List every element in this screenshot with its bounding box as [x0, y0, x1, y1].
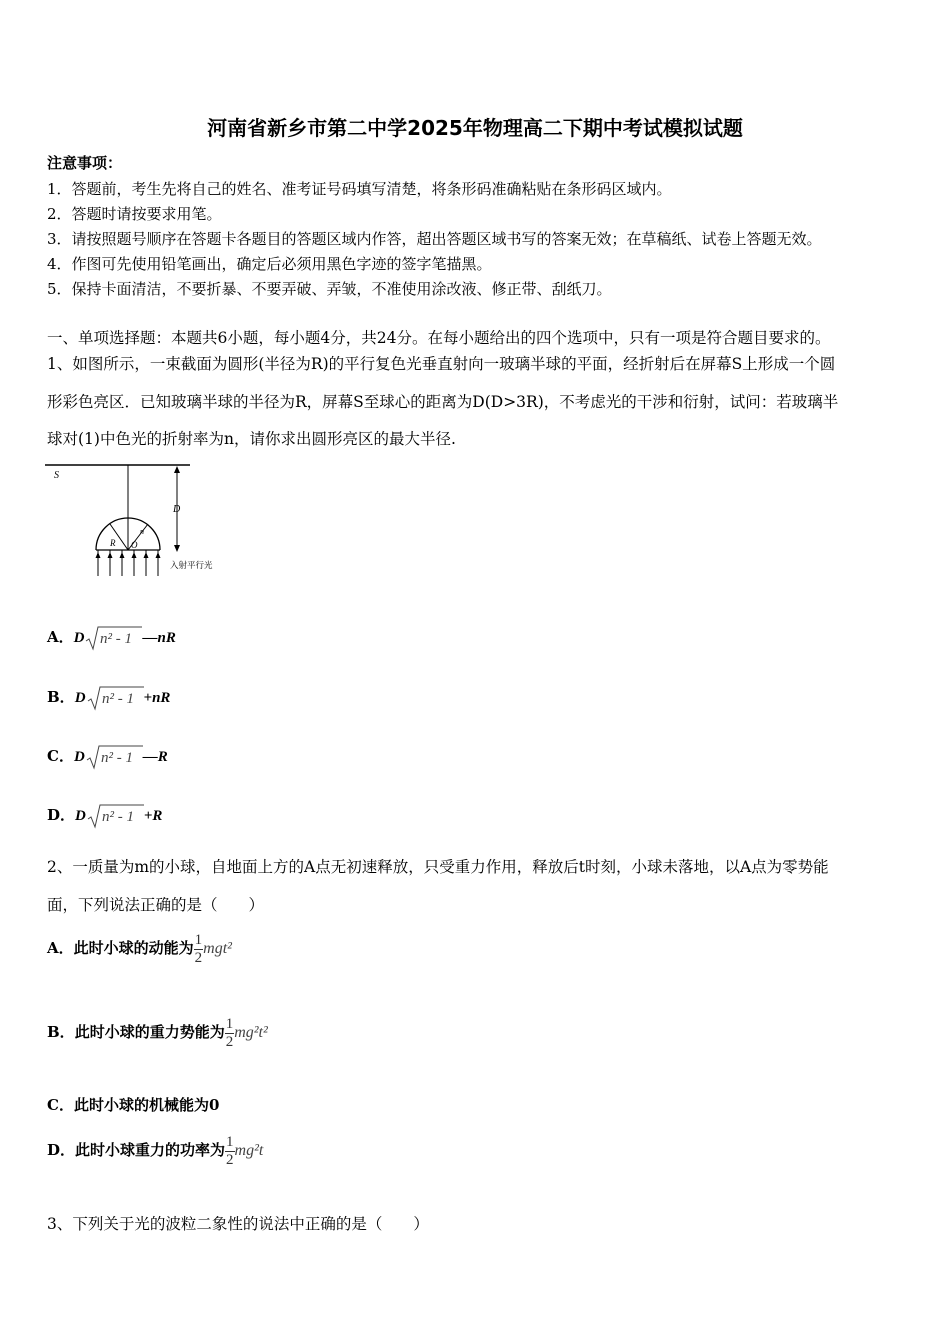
q3-line-1: 3、下列关于光的波粒二象性的说法中正确的是（ ） [47, 1215, 429, 1233]
svg-text:n² - 1: n² - 1 [101, 691, 134, 707]
notice-item-4: 4．作图可先使用铅笔画出，确定后必须用黑色字迹的签字笔描黑。 [47, 255, 492, 273]
notice-item-3: 3．请按照题号顺序在答题卡各题目的答题区域内作答，超出答题区域书写的答案无效；在草稿纸、试卷上答题无效。 [47, 230, 822, 248]
center-label: O [131, 540, 138, 550]
option-label: C． [47, 747, 74, 765]
notice-item-2: 2．答题时请按要求用笔。 [47, 205, 222, 223]
fraction: $\frac{1}{2}$ [226, 1133, 234, 1168]
page-title: 河南省新乡市第二中学2025年物理高二下期中考试模拟试题 [207, 116, 743, 140]
q1-line-1: 1、如图所示，一束截面为圆形(半径为R)的平行复色光垂直射向一玻璃半球的平面，经折射后在屏幕S上形成一个圆 [47, 355, 836, 373]
q2-line-2: 面，下列说法正确的是（ ） [47, 896, 265, 914]
incident-rays [98, 550, 158, 576]
incident-light-label: 入射平行光 [170, 561, 213, 571]
radius-label: R [110, 538, 116, 548]
svg-text:n² - 1: n² - 1 [100, 750, 133, 766]
sqrt-sign [86, 803, 144, 829]
q1-option-b[interactable]: B．D n² - 1 +nR [47, 682, 170, 712]
notice-item-1: 1．答题前，考生先将自己的姓名、准考证号码填写清楚，将条形码准确粘贴在条形码区域内。 [47, 180, 672, 198]
option-label: A． [47, 628, 74, 646]
section-heading: 一、单项选择题：本题共6小题，每小题4分，共24分。在每小题给出的四个选项中，只有一项是符合题目要求的。 [47, 329, 831, 347]
q1-line-3: 球对(1)中色光的折射率为n，请你求出圆形亮区的最大半径. [47, 430, 456, 448]
screen-label: S [54, 470, 59, 481]
fraction: $\frac{1}{2}$ [194, 931, 203, 966]
notice-heading: 注意事项： [47, 154, 123, 172]
q1-option-c[interactable]: C．D n² - 1 —R [47, 741, 168, 771]
q2-option-b[interactable]: B．此时小球的重力势能为 $\frac{1}{2}$ mg²t² [47, 1015, 268, 1050]
option-label: B． [47, 688, 75, 706]
q1-option-a[interactable]: A．D n² - 1 —nR [47, 622, 176, 652]
q2-option-d[interactable]: D．此时小球重力的功率为 $\frac{1}{2}$ mg²t [47, 1133, 264, 1168]
svg-text:n² - 1: n² - 1 [101, 809, 134, 825]
sqrt-sign [85, 744, 143, 770]
q2-option-a[interactable]: A．此时小球的动能为 $\frac{1}{2}$ mgt² [47, 931, 232, 966]
q1-option-d[interactable]: D．D n² - 1 +R [47, 800, 162, 830]
q2-line-1: 2、一质量为m的小球，自地面上方的A点无初速释放，只受重力作用，释放后t时刻，小球未落地，以A点为零势能 [47, 858, 829, 876]
notice-item-5: 5．保持卡面清洁，不要折暴、不要弄破、弄皱，不准使用涂改液、修正带、刮纸刀。 [47, 280, 612, 298]
option-label: D． [47, 806, 76, 824]
fraction: $\frac{1}{2}$ [225, 1015, 234, 1050]
distance-label: D [173, 504, 181, 515]
q2-option-c[interactable]: C．此时小球的机械能为0 [47, 1096, 220, 1114]
sqrt-sign [86, 685, 144, 711]
q1-line-2: 形彩色亮区．已知玻璃半球的半径为R，屏幕S至球心的距离为D(D>3R)，不考虑光的干涉和衍射，试问：若玻璃半 [47, 393, 839, 411]
svg-text:n² - 1: n² - 1 [100, 631, 133, 647]
sqrt-sign [84, 625, 142, 651]
index-label: n [140, 527, 144, 536]
q1-figure [40, 460, 240, 585]
